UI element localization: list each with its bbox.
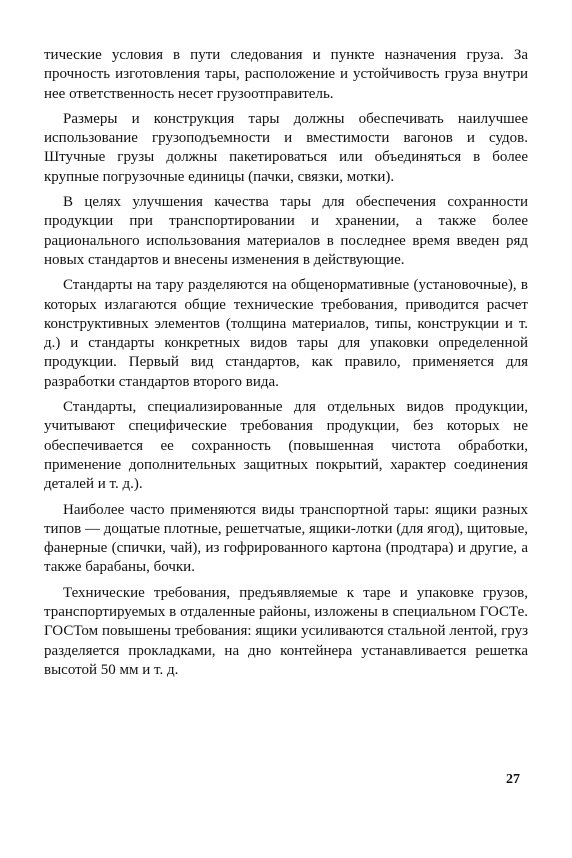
paragraph-tara-dimensions: Размеры и конструкция тары должны обеспечивать наилучшее использование грузоподъемности и вместимости вагонов и судов. Штучные грузы должны пакетироваться или объединяться в более крупные погрузочные единицы (пачки, связки, мотки).: [44, 110, 528, 185]
paragraph-transport-tara-types: Наиболее часто применяются виды транспортной тары: ящики разных типов — дощатые плотные, решетчатые, ящики-лотки (для ягод), щитовые, фанерные (спички, чай), из гофрированного картона (продтара) и другие, а также барабаны, бочки.: [44, 501, 528, 576]
body-text: [44, 46, 528, 686]
paragraph-quality-standards: В целях улучшения качества тары для обеспечения сохранности продукции при транспортировании и хранении, а также более рационального использования материалов в последнее время введен ряд новых стандартов и внесены изменения в действующие.: [44, 194, 528, 268]
paragraph-continuation: тические условия в пути следования и пункте назначения груза. За прочность изготовления тары, расположение и устойчивость груза внутри нее ответственность несет грузоотправитель.: [44, 47, 528, 102]
paragraph-standard-types: Стандарты на тару разделяются на общенормативные (установочные), в которых излагаются общие технические требования, приводится расчет конструктивных элементов (толщина материалов, типы, конструкции и т. д.) и стандарты конкретных видов тары для упаковки определенной продукции. Первый вид стандартов, как правило, применяется для разработки стандартов второго вида.: [44, 277, 528, 390]
paragraph-technical-requirements: Технические требования, предъявляемые к таре и упаковке грузов, транспортируемых в отдаленные районы, изложены в специальном ГОСТе. ГОСТом повышены требования: ящики усиливаются стальной лентой, груз разделяется прокладками, на дно контейнера устанавливается решетка высотой 50 мм и т. д.: [44, 584, 528, 678]
page-number: 27: [506, 772, 520, 787]
paragraph-specialized-standards: Стандарты, специализированные для отдельных видов продукции, учитывают специфические требования продукции, без которых не обеспечивается ее сохранность (повышенная чистота обработки, применение дополнительных защитных покрытий, характер соединения деталей и т. д.).: [44, 399, 528, 493]
